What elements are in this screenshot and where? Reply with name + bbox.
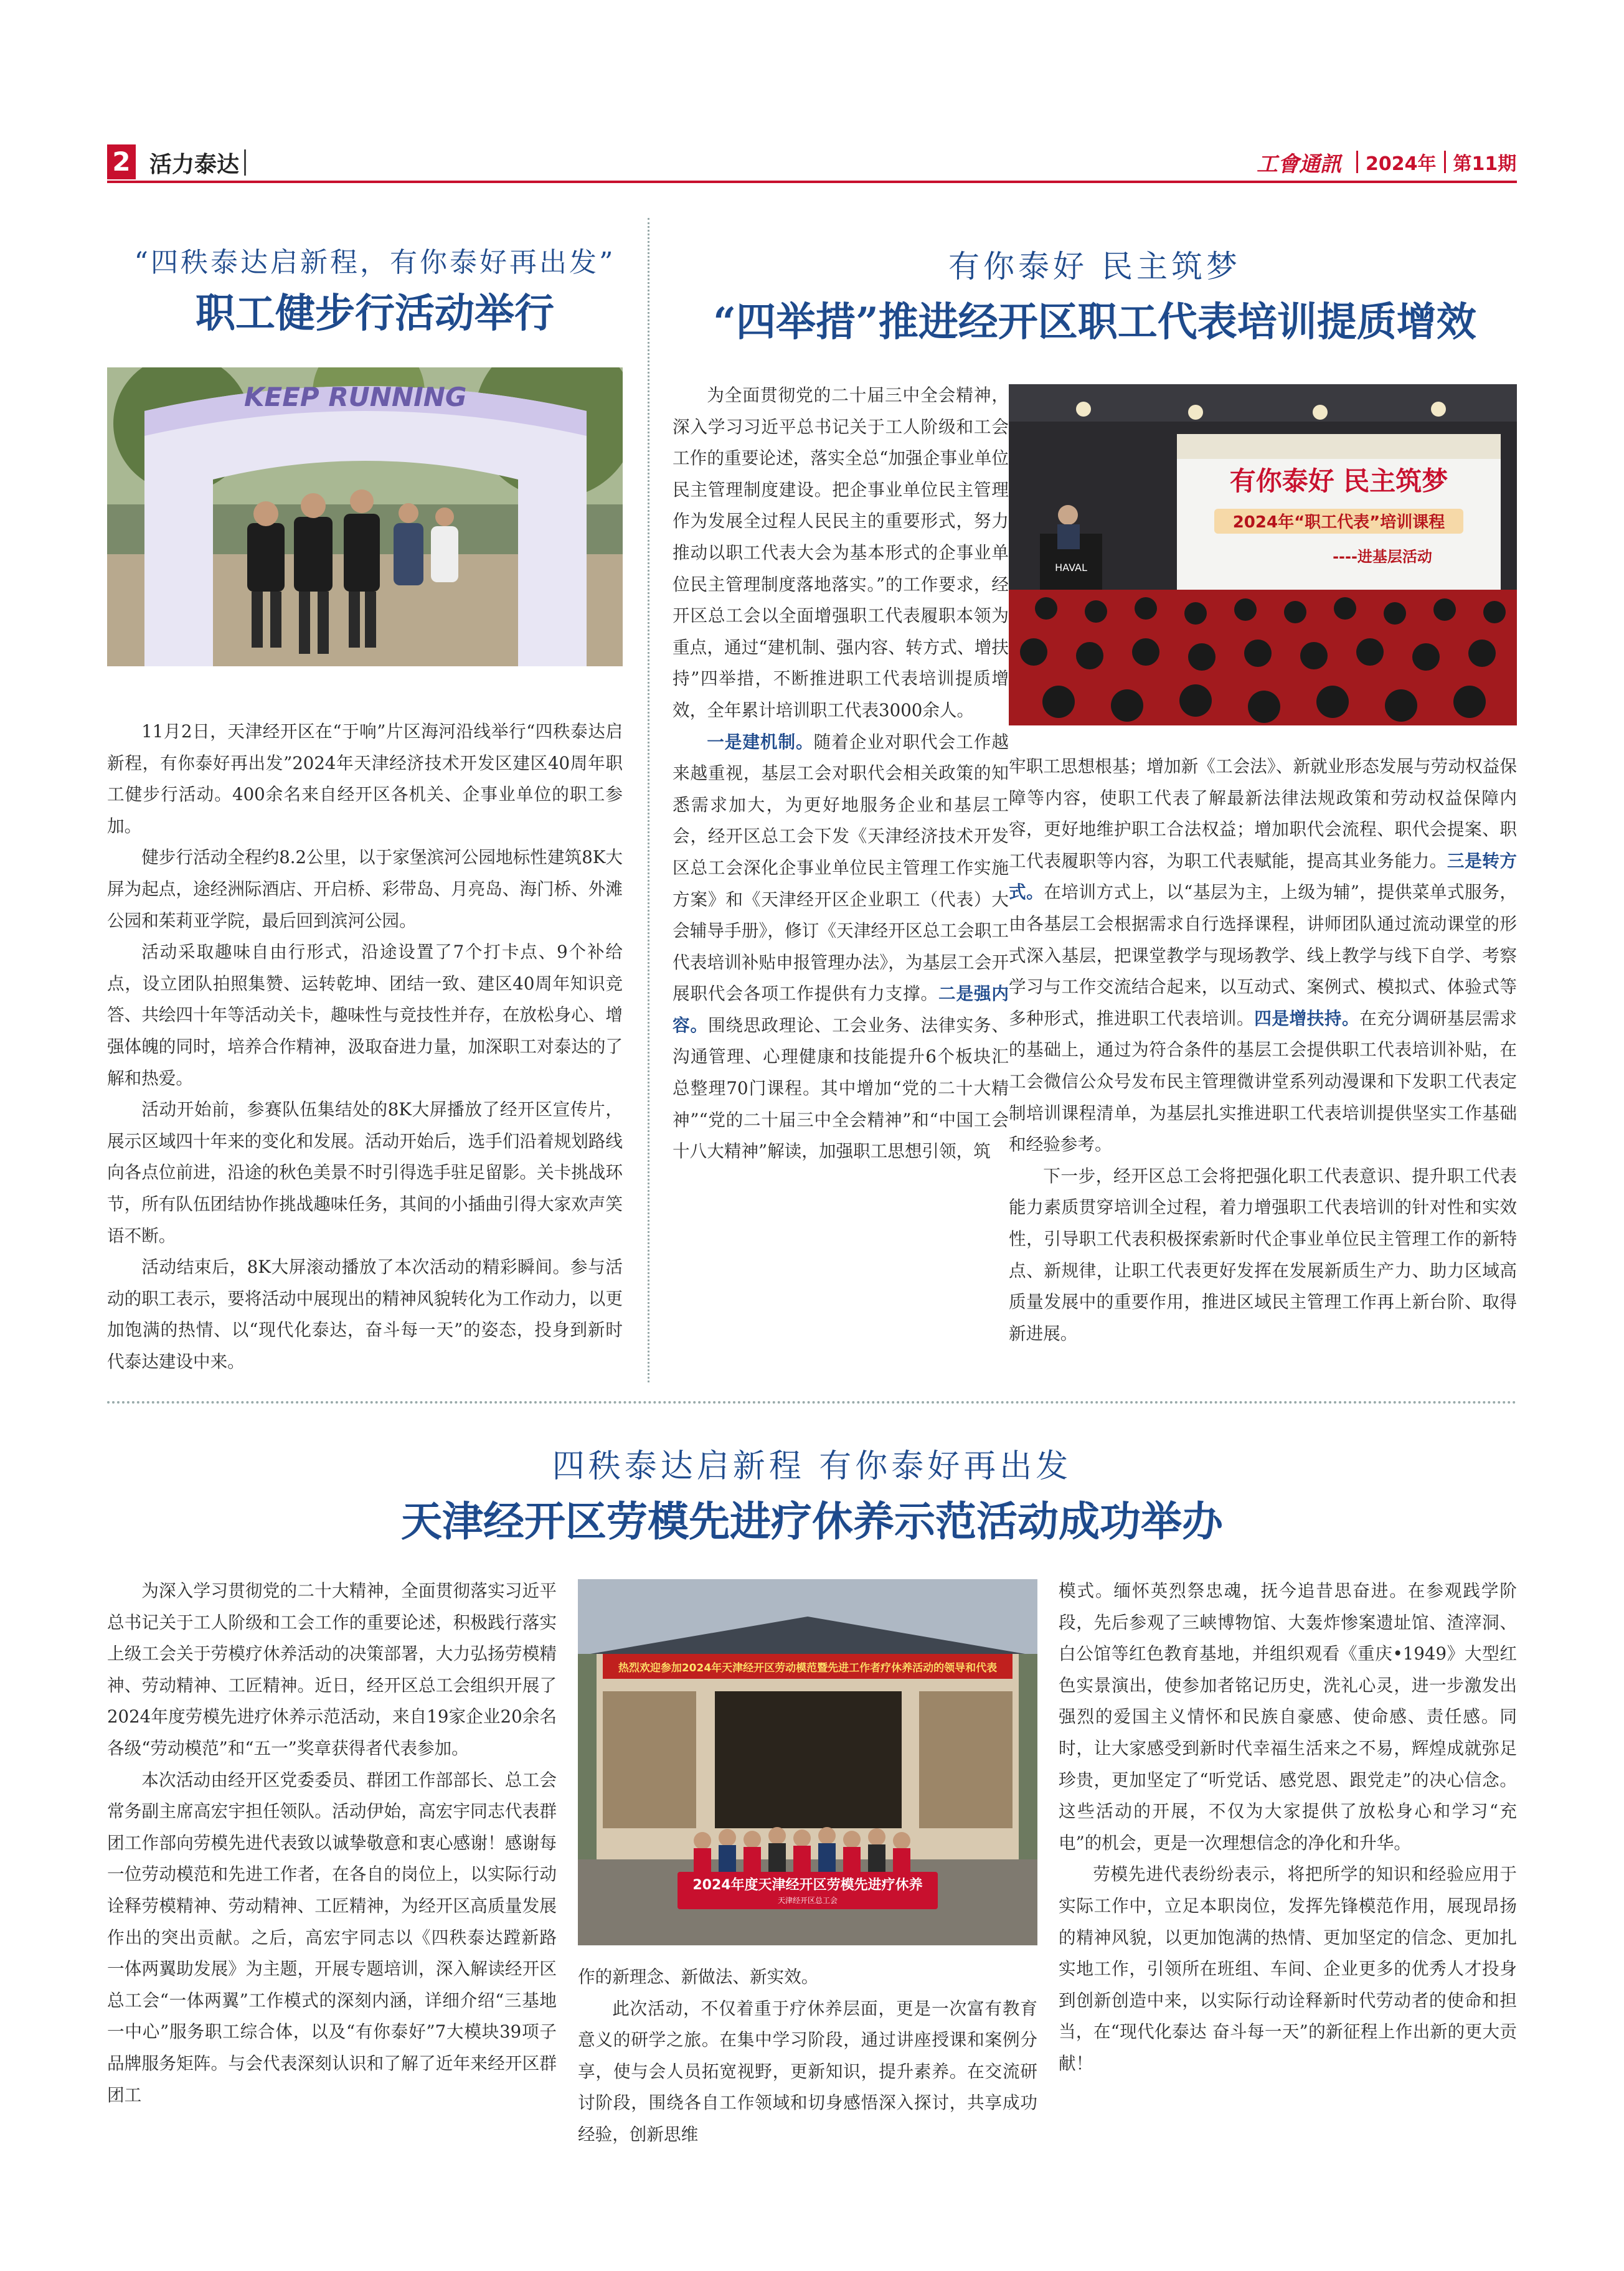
section-divider <box>244 149 246 176</box>
paragraph-text: 在培训方式上，以“基层为主，上级为辅”，提供菜单式服务，由各基层工会根据需求自行选择课程，讲师团队通过流动课堂的形式深入基层，把课堂教学与现场教学、线上教学与线下自学、考察学习与工作交流结合起来，以互动式、案例式、模拟式、体验式等多种形式，推进职工代表培训。 <box>1009 882 1517 1029</box>
paragraph: 活动开始前，参赛队伍集结处的8K大屏播放了经开区宣传片，展示区域四十年来的变化和发展。活动开始后，选手们沿着规划路线向各点位前进，沿途的秋色美景不时引得选手驻足留影。关卡挑战环节，所有队伍团结协作挑战趣味任务，其间的小插曲引得大家欢声笑语不断。 <box>107 1099 623 1246</box>
welcome-banner: 热烈欢迎参加2024年天津经开区劳动模范暨先进工作者疗休养活动的领导和代表 <box>618 1662 998 1674</box>
page-number: 2 <box>107 144 136 179</box>
header-issue-info <box>1257 144 1516 179</box>
paragraph: 为全面贯彻党的二十届三中全会精神，深入学习习近平总书记关于工人阶级和工会工作的重要论述，落实全总“加强企事业单位民主管理制度建设。把企事业单位民主管理作为发展全过程人民民主的重要形式，努力推动以职工代表大会为基本形式的企事业单位民主管理制度落地落实。”的工作要求，经开区总工会以全面增强职工代表履职本领为重点，通过“建机制、强内容、转方式、增扶持”四举措，不断推进职工代表培训提质增效，全年累计培训职工代表3000余人。 <box>673 385 1009 720</box>
article3-column-middle <box>578 1962 1037 2151</box>
training-session-photo <box>1009 384 1517 725</box>
paragraph-text: 牢职工思想根基；增加新《工会法》、新就业形态发展与劳动权益保障等内容，使职工代表了解最新法律法规政策和劳动权益保障内容，更好地维护职工合法权益；增加职代会流程、职代会提案、职工代表履职等内容，为职工代表赋能，提高其业务能力。 <box>1009 756 1517 871</box>
paragraph: 下一步，经开区总工会将把强化职工代表意识、提升职工代表能力素质贯穿培训全过程，着力增强职工代表培训的针对性和实效性，引导职工代表积极探索新时代企事业单位民主管理工作的新特点、新规律，让职工代表更好发挥在发展新质生产力、助力区域高质量发展中的重要作用，推进区域民主管理工作再上新台阶、取得新进展。 <box>1009 1165 1517 1344</box>
article2-column-1 <box>673 380 1009 1168</box>
column-divider <box>648 218 649 1382</box>
paragraph: 健步行活动全程约8.2公里，以于家堡滨河公园地标性建筑8K大屏为起点，途经洲际酒店、开启桥、彩带岛、月亮岛、海门桥、外滩公园和茱莉亚学院，最后回到滨河公园。 <box>107 847 623 931</box>
group-banner-sub: 天津经开区总工会 <box>777 1896 838 1905</box>
paragraph: 此次活动，不仅着重于疗休养层面，更是一次富有教育意义的研学之旅。在集中学习阶段，通过讲座授课和案例分享，使与会人员拓宽视野，更新知识，提升素养。在交流研讨阶段，围绕各自工作领域和切身感悟深入探讨，共享成功经验，创新思维 <box>578 1998 1037 2145</box>
article1-body <box>107 716 623 1377</box>
paragraph-text: 随着企业对职代会工作越来越重视，基层工会对职代会相关政策的知悉需求加大，为更好地服务企业和基层工会，经开区总工会下发《天津经济技术开发区总工会深化企事业单位民主管理工作实施方案》和《天津经开区企业职工（代表）大会辅导手册》，修订《天津经开区总工会职工代表培训补贴申报管理办法》，为基层工会开展职代会各项工作提供有力支撑。 <box>673 731 1009 1004</box>
group-banner: 2024年度天津经开区劳模先进疗休养 <box>692 1877 923 1893</box>
paragraph: 活动采取趣味自由行形式，沿途设置了7个打卡点、9个补给点，设立团队拍照集赞、运转乾坤、团结一致、建区40周年知识竞答、共绘四十年等活动关卡，趣味性与竞技性并存，在放松身心、增强体魄的同时，培养合作精神，汲取奋进力量，加深职工对泰达的了解和热爱。 <box>107 942 623 1088</box>
slide-title: 有你泰好 民主筑梦 <box>1229 466 1448 496</box>
article1-subtitle: “四秩泰达启新程，有你泰好再出发” <box>134 247 616 278</box>
paragraph: 活动结束后，8K大屏滚动播放了本次活动的精彩瞬间。参与活动的职工表示，要将活动中展现出的精神风貌转化为工作动力，以更加饱满的热情、以“现代化泰达，奋斗每一天”的姿态，投身到新时代泰达建设中来。 <box>107 1257 623 1372</box>
paragraph: 模式。缅怀英烈祭忠魂，抚今追昔思奋进。在参观践学阶段，先后参观了三峡博物馆、大轰炸惨案遗址馆、渣滓洞、白公馆等红色教育基地，并组织观看《重庆•1949》大型红色实景演出，使参加者铭记历史，洗礼心灵，进一步激发出强烈的爱国主义情怀和民族自豪感、使命感、责任感。同时，让大家感受到新时代幸福生活来之不易，辉煌成就弥足珍贵，更加坚定了“听党话、感党恩、跟党走”的决心信念。这些活动的开展，不仅为大家提供了放松身心和学习“充电”的机会，更是一次理想信念的净化和升华。 <box>1059 1580 1517 1853</box>
issue-number: 第11期 <box>1453 153 1517 175</box>
article3-subtitle: 四秩泰达启新程 有你泰好再出发 <box>552 1448 1072 1485</box>
article1-title: 职工健步行活动举行 <box>196 290 554 337</box>
slide-subtitle: 2024年“职工代表”培训课程 <box>1232 513 1445 532</box>
article2-title: “四举措”推进经开区职工代表培训提质增效 <box>713 299 1476 346</box>
issue-year: 2024年 <box>1366 153 1437 175</box>
paragraph-text: 在充分调研基层需求的基础上，通过为符合条件的基层工会提供职工代表培训补贴，在工会微信公众号发布民主管理微讲堂系列动漫课和下发职工代表定制培训课程清单，为基层扎实推进职工代表培训提供坚实工作基础和经验参考。 <box>1009 1008 1517 1155</box>
section-divider-horizontal <box>107 1401 1517 1404</box>
masthead-logo: 工會通訊 <box>1257 151 1341 177</box>
slide-caption: ----进基层活动 <box>1333 548 1432 565</box>
keyword: 一是建机制。 <box>707 731 814 752</box>
keyword: 二是强内容。 <box>673 983 1009 1036</box>
paragraph-text: 围绕思政理论、工会业务、法律实务、沟通管理、心理健康和技能提升6个板块汇总整理70门课程。其中增加“党的二十大精神”“党的二十届三中全会精神”和“中国工会十八大精神”解读，加强职工思想引领，筑 <box>673 1014 1009 1162</box>
article2-column-2 <box>1009 751 1517 1349</box>
section-name: 活力泰达 <box>149 152 240 177</box>
paragraph <box>673 727 1009 1168</box>
paragraph: 作的新理念、新做法、新实效。 <box>578 1966 819 1987</box>
keyword: 四是增扶持。 <box>1254 1008 1360 1029</box>
keyword: 三是转方式。 <box>1009 850 1517 903</box>
article3-title: 天津经开区劳模先进疗休养示范活动成功举办 <box>401 1497 1223 1546</box>
article3-column-right <box>1059 1575 1517 2080</box>
article3-column-left <box>107 1575 557 2111</box>
podium-label: HAVAL <box>1055 562 1087 574</box>
header-rule <box>107 181 1517 183</box>
group-photo <box>578 1579 1037 1945</box>
walk-event-photo <box>107 367 623 666</box>
paragraph: 11月2日，天津经开区在“于响”片区海河沿线举行“四秩泰达启新程，有你泰好再出发”2024年天津经济技术开发区建区40周年职工健步行活动。400余名来自经开区各机关、企事业单位的职工参加。 <box>107 721 623 836</box>
paragraph: 劳模先进代表纷纷表示，将把所学的知识和经验应用于实际工作中，立足本职岗位，发挥先锋模范作用，展现昂扬的精神风貌，以更加饱满的热情、更加坚定的信念、更加扎实地工作，引领所在班组、车间、企业更多的优秀人才投身到创新创造中来，以实际行动诠释新时代劳动者的使命和担当，在“现代化泰达 奋斗每一天”的新征程上作出新的更大贡献！ <box>1059 1864 1517 2074</box>
paragraph: 本次活动由经开区党委委员、群团工作部部长、总工会常务副主席高宏宇担任领队。活动伊始，高宏宇同志代表群团工作部向劳模先进代表致以诚挚敬意和衷心感谢！感谢每一位劳动模范和先进工作者，在各自的岗位上，以实际行动诠释劳模精神、劳动精神、工匠精神，为经开区高质量发展作出的突出贡献。之后，高宏宇同志以《四秩泰达蹚新路 一体两翼助发展》为主题，开展专题培训，深入解读经开区总工会“一体两翼”工作模式的深刻内涵，详细介绍“三基地一中心”服务职工综合体，以及“有你泰好”7大模块39项子品牌服务矩阵。与会代表深刻认识和了解了近年来经开区群团工 <box>107 1769 557 2105</box>
paragraph <box>1009 751 1517 1161</box>
header-divider <box>1356 151 1358 173</box>
article2-subtitle: 有你泰好 民主筑梦 <box>948 248 1241 285</box>
arch-banner-text: KEEP RUNNING <box>244 382 467 412</box>
paragraph: 为深入学习贯彻党的二十大精神，全面贯彻落实习近平总书记关于工人阶级和工会工作的重要论述，积极践行落实上级工会关于劳模疗休养活动的决策部署，大力弘扬劳模精神、劳动精神、工匠精神。近日，经开区总工会组织开展了2024年度劳模先进疗休养示范活动，来自19家企业20余名各级“劳动模范”和“五一”奖章获得者代表参加。 <box>107 1580 557 1759</box>
header-divider <box>1444 151 1446 173</box>
